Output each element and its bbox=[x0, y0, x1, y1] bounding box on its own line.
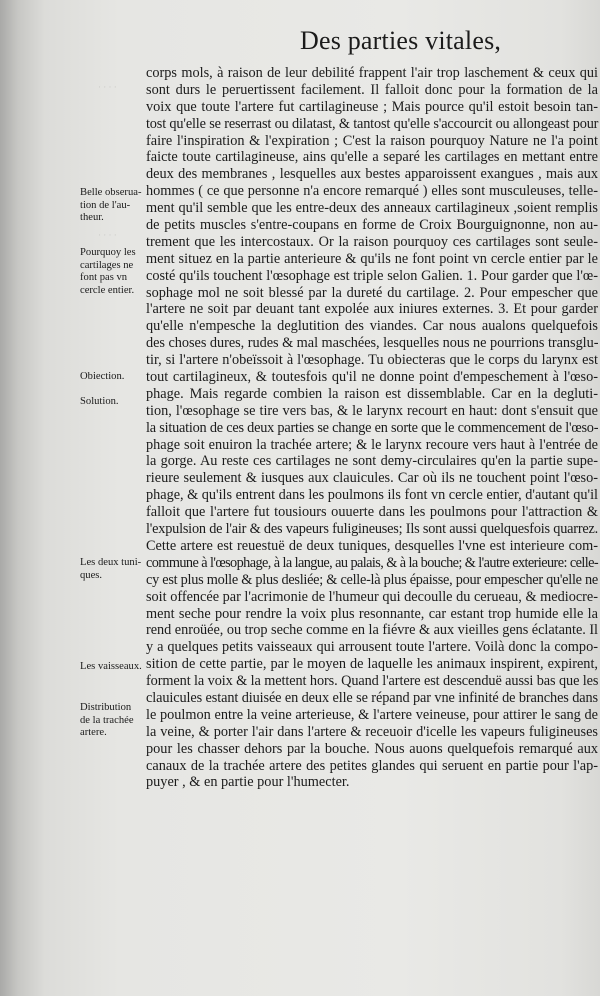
text-line: phage. Mais regarde combien la raison est dissemblable. Car en la degluti- bbox=[146, 385, 598, 402]
text-line: Cette artere est reuestuë de deux tuniques, desquelles l'vne est interieure com- bbox=[146, 537, 598, 554]
text-line: l'expulsion de l'air & des vapeurs fuligineuses; Ils sont aussi quelquesfois quarrez. bbox=[146, 521, 598, 538]
margin-note-vaisseaux: Les vaisseaux. bbox=[80, 661, 142, 672]
text-line: la veine, & porter l'air dans l'artere & receuoir d'icelle les vapeurs fuligineuses bbox=[146, 723, 598, 740]
text-line: phage soit enuiron la trachée artere; & le larynx recoure vers haut à l'entrée de bbox=[146, 436, 598, 453]
text-line: la gorge. Au reste ces cartilages ne sont demy-circulaires qu'en la partie supe- bbox=[146, 453, 598, 470]
main-text bbox=[146, 65, 598, 791]
text-line: deux des membranes , lesquelles aux bestes apparoissent exangues , mais aux bbox=[146, 166, 598, 183]
text-line: sont durs le peruertissent facilement. Il falloit donc pour la formation de la bbox=[146, 81, 598, 98]
margin-note-distribution: Distribution de la trachée artere. bbox=[80, 702, 134, 739]
text-line: ment situez en la partie anterieure & qu'ils ne font point vn cercle entier par le bbox=[146, 250, 598, 267]
text-line: de petits muscles s'entre-coupans en forme de Croix Bourguignonne, non au- bbox=[146, 217, 598, 234]
text-line: falloit que l'artere fut tousiours ouuerte dans les poulmons pour l'attraction & bbox=[146, 504, 598, 521]
text-line: canaux de la trachée artere des petites glandes qui seruent en partie pour l'ap- bbox=[146, 757, 598, 774]
text-line: ment seche pour rendre la voix plus resonnante, car estant trop humide elle la bbox=[146, 605, 598, 622]
text-line: clauicules estant diuisée en deux elle se répand par vne infinité de branches dans bbox=[146, 689, 598, 706]
text-line: trement que les intercostaux. Or la raison pourquoy ces cartilages sont seule- bbox=[146, 233, 598, 250]
text-line: ment qu'il semble que les entre-deux des anneaux cartilagineux ,soient remplis bbox=[146, 200, 598, 217]
text-line: soit offencée par l'acrimonie de l'humeur qui decoulle du cerueau, & mediocre- bbox=[146, 588, 598, 605]
text-line: tir, si l'artere n'obeïssoit à l'œsophage. Tu obiecteras que le corps du larynx est bbox=[146, 352, 598, 369]
text-line: tion, l'œsophage se tire vers bas, & le larynx recourt en haut: dont s'ensuit que bbox=[146, 402, 598, 419]
margin-note-belle-observation: Belle obserua- tion de l'au- theur. bbox=[80, 187, 142, 224]
text-line: l'artere ne soit par deuant tant expolée aux iniures externes. 3. Et pour garder bbox=[146, 301, 598, 318]
text-line: sition de cette partie, par le moyen de laquelle les animaux inspirent, expirent, bbox=[146, 656, 598, 673]
text-line: rieure seulement & iusques aux clauicules. Car où ils ne touchent point l'œso- bbox=[146, 470, 598, 487]
text-line: hommes ( ce que personne n'a encore remarqué ) elles sont musculeuses, telle- bbox=[146, 183, 598, 200]
text-line: costé qu'ils touchent l'œsophage est triple selon Galien. 1. Pour garder que l'œ- bbox=[146, 267, 598, 284]
text-line: faire l'inspiration & l'expiration ; C'est la raison pourquoy Nature ne l'a point bbox=[146, 132, 598, 149]
show-through-text: · · · · bbox=[98, 230, 117, 240]
text-line: la situation de ces deux parties se change en sorte que le commencement de l'œso- bbox=[146, 419, 599, 436]
margin-note-solution: Solution. bbox=[80, 396, 119, 407]
text-line: tout cartilagineux, & toutesfois qu'il ne donne point d'empeschement à l'œso- bbox=[146, 369, 598, 386]
text-line: des choses dures, rudes & mal maschées, lesquelles nous ne pourrions transglu- bbox=[146, 335, 599, 352]
text-line: voix que toute l'artere fut cartilagineuse ; Mais pource qu'il estoit besoin tan- bbox=[146, 98, 598, 115]
text-line: puyer , & en partie pour l'humecter. bbox=[146, 774, 350, 791]
text-line: corps mols, à raison de leur debilité frappent l'air trop laschement & ceux qui bbox=[146, 65, 598, 81]
text-line: tost qu'elle se reserrast ou dilatast, & tantost qu'elle s'accourcit ou allongeast pour bbox=[146, 115, 599, 132]
text-line: pour les chasser dehors par la bouche. Nous auons quelquefois remarqué aux bbox=[146, 740, 598, 757]
show-through-text: · · · · bbox=[98, 82, 117, 92]
margin-note-objection: Obiection. bbox=[80, 371, 125, 382]
text-line: commune à l'œsophage, à la langue, au palais, & à la bouche; & l'autre exterieure: celle- bbox=[146, 554, 598, 571]
text-line: le poulmon entre la veine arterieuse, & l'artere veineuse, pour attirer le sang de bbox=[146, 706, 598, 723]
running-head: Des parties vitales, bbox=[300, 26, 502, 55]
margin-note-deux-tuniques: Les deux tuni- ques. bbox=[80, 557, 142, 581]
text-line: phage, & qu'ils entrent dans les poulmons ils font vn cercle entier, d'autant qu'il bbox=[146, 487, 598, 504]
text-line: cy est plus molle & plus desliée; & celle-là plus épaisse, pour empescher qu'elle ne bbox=[146, 571, 598, 588]
text-line: sophage mol ne soit blessé par la dureté du cartilage. 2. Pour empescher que bbox=[146, 284, 598, 301]
margin-note-cartilages: Pourquoy les cartilages ne font pas vn cercle entier. bbox=[80, 247, 136, 296]
text-line: forment la voix & la mettent hors. Quand l'artere est descenduë aussi bas que les bbox=[146, 673, 599, 690]
text-line: rend enroüée, ou trop seche comme en la fiévre & aux vieilles gens éclatante. Il bbox=[146, 622, 598, 639]
text-line: qu'elle n'empesche la deglutition des viandes. Car nous aualons quelquefois bbox=[146, 318, 598, 335]
text-line: faicte toute cartilagineuse, ains qu'elle a separé les cartilages en mettant entre bbox=[146, 149, 598, 166]
text-line: y a quelques petits vaisseaux qui arrousent toute l'artere. Voilà donc la compo- bbox=[146, 639, 598, 656]
